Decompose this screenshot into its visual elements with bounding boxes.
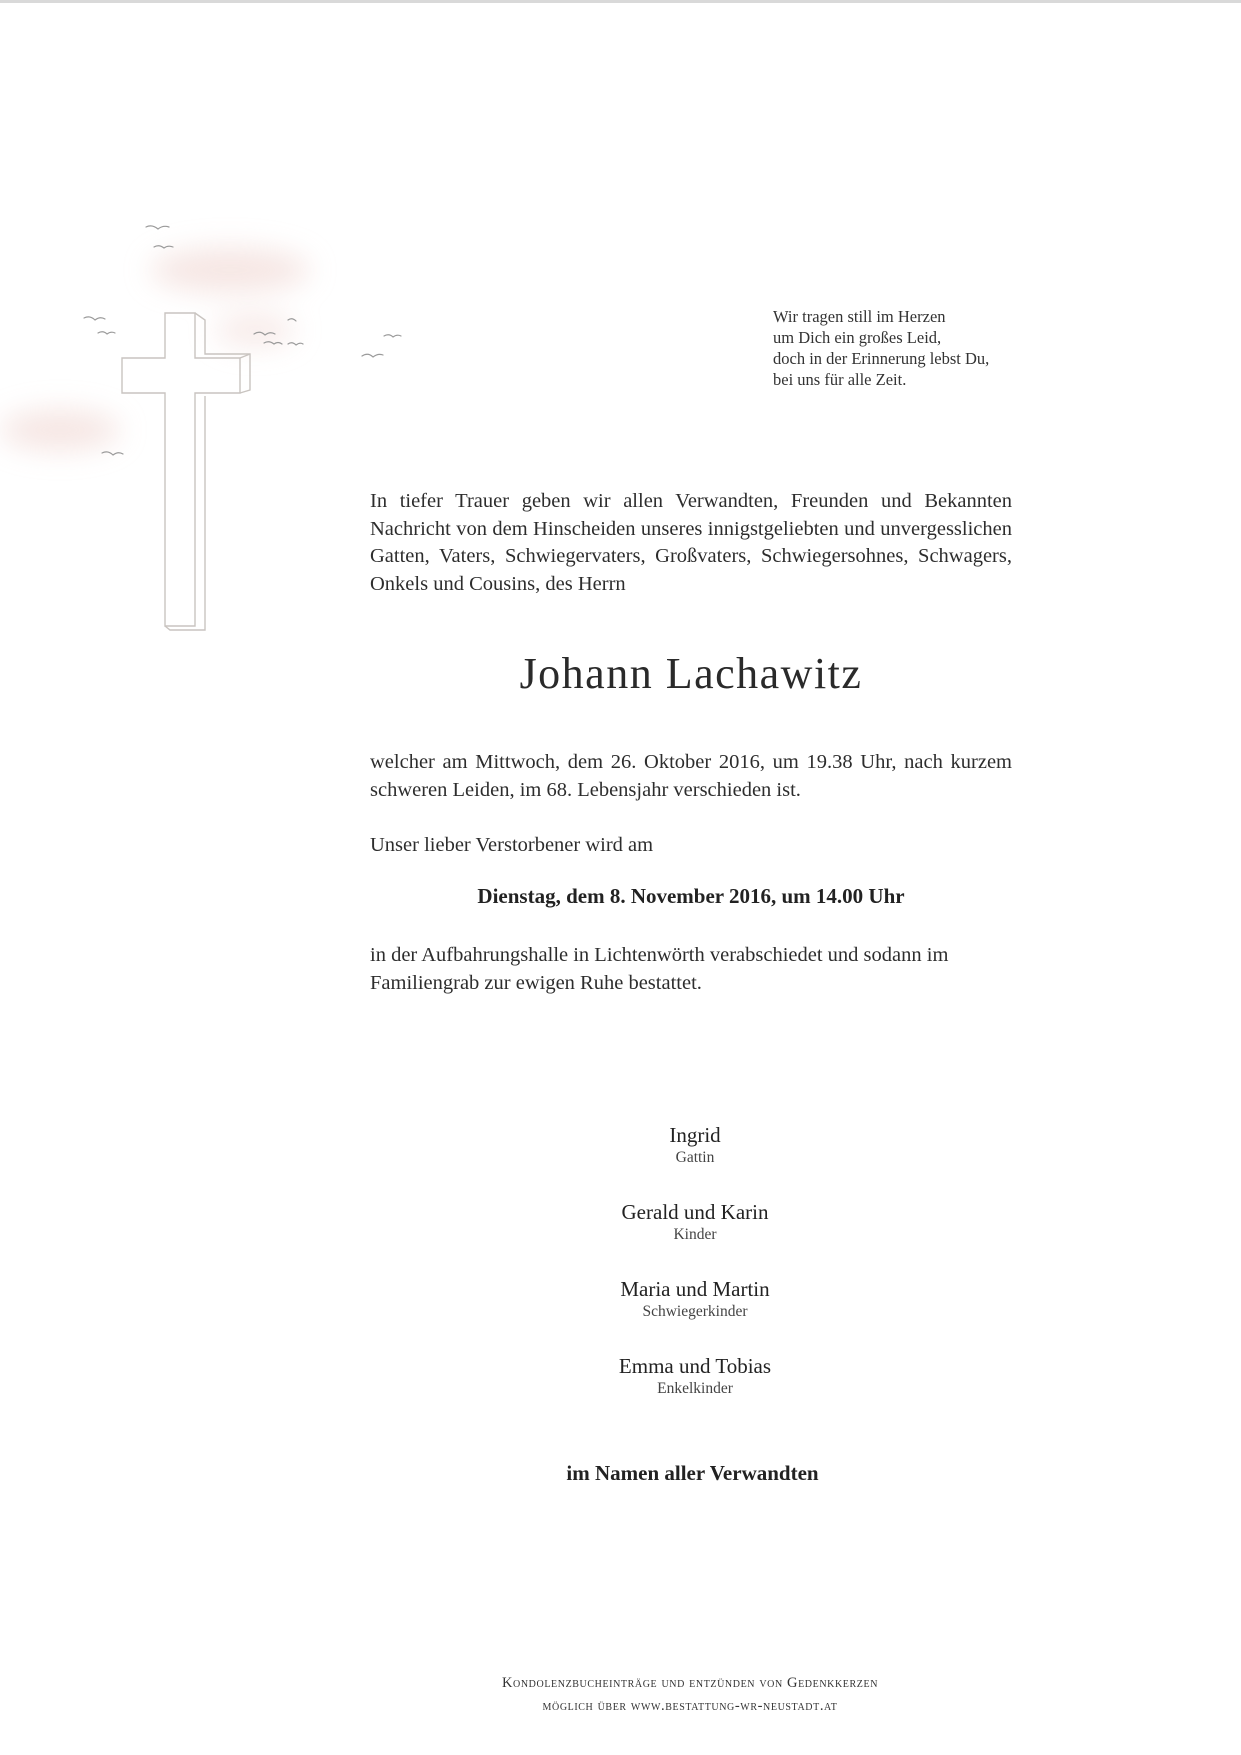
poem-line: bei uns für alle Zeit. xyxy=(773,370,907,389)
mourner-entry xyxy=(540,1123,850,1200)
mourner-entry xyxy=(540,1200,850,1277)
mourner-relation: Kinder xyxy=(673,1226,717,1243)
death-info: welcher am Mittwoch, dem 26. Oktober 2016, um 19.38 Uhr, nach kurzem schweren Leiden, im 68. Lebensjahr verschieden ist. xyxy=(370,751,1012,801)
mourner-relation: Gattin xyxy=(675,1149,715,1166)
mourner-name: Gerald und Karin xyxy=(621,1200,769,1224)
cross-icon xyxy=(122,313,250,630)
mourner-name: Emma und Tobias xyxy=(618,1354,772,1378)
memorial-poem xyxy=(773,306,1033,390)
mourners-list xyxy=(540,1123,850,1431)
scan-edge xyxy=(0,0,1241,3)
cloud-shading xyxy=(0,248,310,450)
footer-website: möglich über www.bestattung-wr-neustadt.at xyxy=(542,1698,838,1714)
announcement-intro: In tiefer Trauer geben wir allen Verwandten, Freunden und Bekannten Nachricht von dem Hinscheiden unseres innigstgeliebten und unvergesslichen Gatten, Vaters, Schwiegervaters, Großvaters, Schwiegersohnes, Schwagers, Onkels und Cousins, des Herrn xyxy=(370,490,1012,595)
poem-line: doch in der Erinnerung lebst Du, xyxy=(773,349,990,368)
ceremony-date: Dienstag, dem 8. November 2016, um 14.00 Uhr xyxy=(477,884,905,908)
mourner-relation: Schwiegerkinder xyxy=(642,1303,748,1320)
mourner-relation: Enkelkinder xyxy=(657,1380,733,1397)
mourner-entry xyxy=(540,1354,850,1431)
closing-signature: im Namen aller Verwandten xyxy=(566,1461,819,1485)
poem-line: Wir tragen still im Herzen xyxy=(773,307,946,326)
farewell-intro: Unser lieber Verstorbener wird am xyxy=(370,834,654,856)
mourner-name: Ingrid xyxy=(669,1123,721,1147)
mourner-name: Maria und Martin xyxy=(620,1277,770,1301)
mourner-entry xyxy=(540,1277,850,1354)
deceased-name: Johann Lachawitz xyxy=(519,649,863,698)
ceremony-place: in der Aufbahrungshalle in Lichtenwörth verabschiedet und sodann im Familiengrab zur ewigen Ruhe bestattet. xyxy=(370,944,949,994)
footer-line: Kondolenzbucheinträge und entzünden von Gedenkkerzen xyxy=(501,1675,879,1691)
poem-line: um Dich ein großes Leid, xyxy=(773,328,942,347)
footer-notice xyxy=(340,1672,1040,1718)
